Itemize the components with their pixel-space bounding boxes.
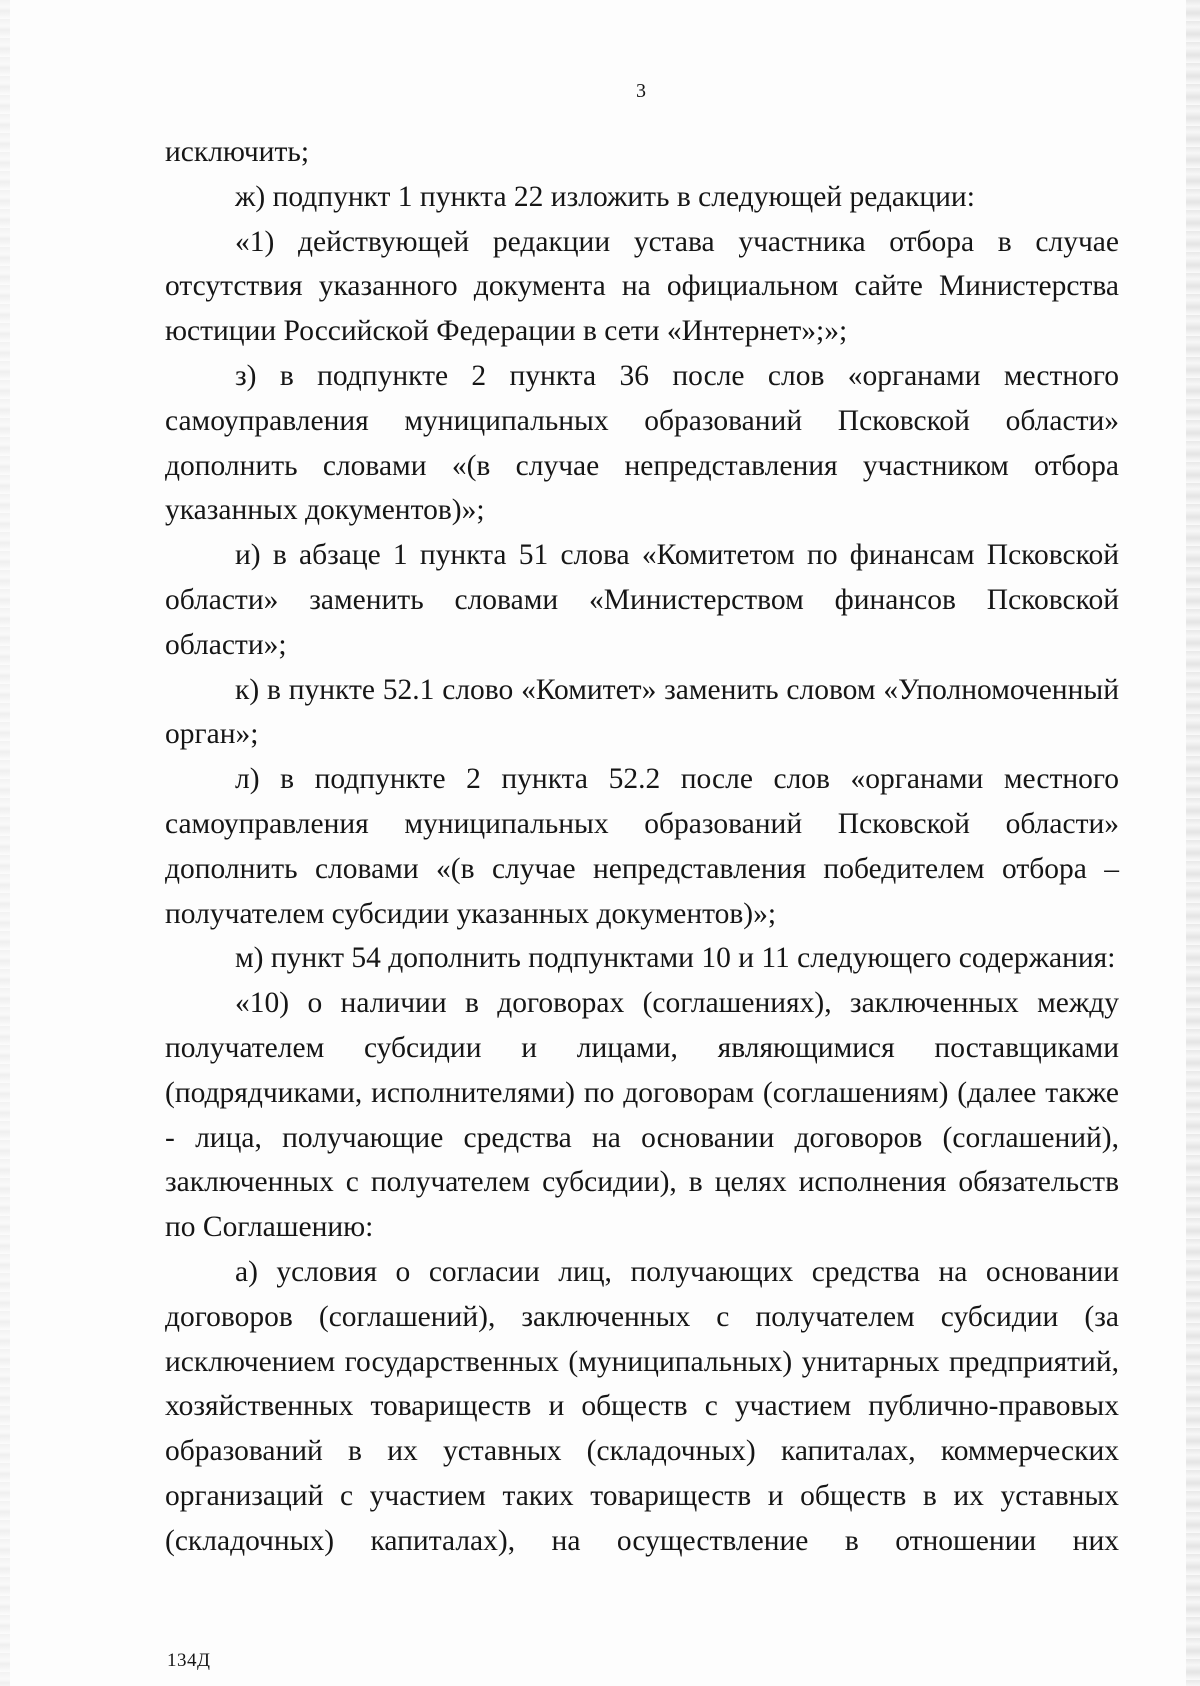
paragraph-item-a: а) условия о согласии лиц, получающих средства на основании договоров (соглашений), заключенных с получателем субсидии (за исключением государственных (муниципальных) унитарных предприятий, хозяйственных товариществ и обществ с участием публично-правовых образований в их уставных (складочных) капиталах, коммерческих организаций с участием таких товариществ и обществ в их уставных (складочных) капиталах), на осуществление в отношении них: [165, 1255, 1119, 1557]
paragraph-item-k: к) в пункте 52.1 слово «Комитет» заменить словом «Уполномоченный орган»;: [165, 673, 1119, 751]
document-body: [165, 130, 1119, 1564]
document-code: 134Д: [167, 1650, 211, 1671]
paragraph-quote-1: «1) действующей редакции устава участника отбора в случае отсутствия указанного документа на официальном сайте Министерства юстиции Российской Федерации в сети «Интернет»;»;: [165, 225, 1119, 348]
paragraph-item-l: л) в подпункте 2 пункта 52.2 после слов «органами местного самоуправления муниципальных образований Псковской области» дополнить словами «(в случае непредставления победителем отбора – получателем субсидии указанных документов)»;: [165, 763, 1119, 930]
paragraph-continuation: исключить;: [165, 136, 310, 168]
page-number: 3: [636, 80, 646, 102]
paragraph-quote-10: «10) о наличии в договорах (соглашениях), заключенных между получателем субсидии и лицами, являющимися поставщиками (подрядчиками, исполнителями) по договорам (соглашениям) (далее также - лица, получающие средства на основании договоров (соглашений), заключенных с получателем субсидии), в целях исполнения обязательств по Соглашению:: [165, 987, 1119, 1244]
scan-edge-right: [1186, 0, 1200, 1686]
paragraph-item-z: з) в подпункте 2 пункта 36 после слов «органами местного самоуправления муниципальных образований Псковской области» дополнить словами «(в случае непредставления участником отбора указанных документов)»;: [165, 359, 1119, 527]
paragraph-item-zh: ж) подпункт 1 пункта 22 изложить в следующей редакции:: [235, 180, 975, 213]
paragraph-item-m: м) пункт 54 дополнить подпунктами 10 и 11 следующего содержания:: [235, 942, 1116, 975]
scan-edge-left: [0, 0, 10, 1686]
paragraph-item-i: и) в абзаце 1 пункта 51 слова «Комитетом по финансам Псковской области» заменить словами «Министерством финансов Псковской области»;: [165, 539, 1119, 661]
